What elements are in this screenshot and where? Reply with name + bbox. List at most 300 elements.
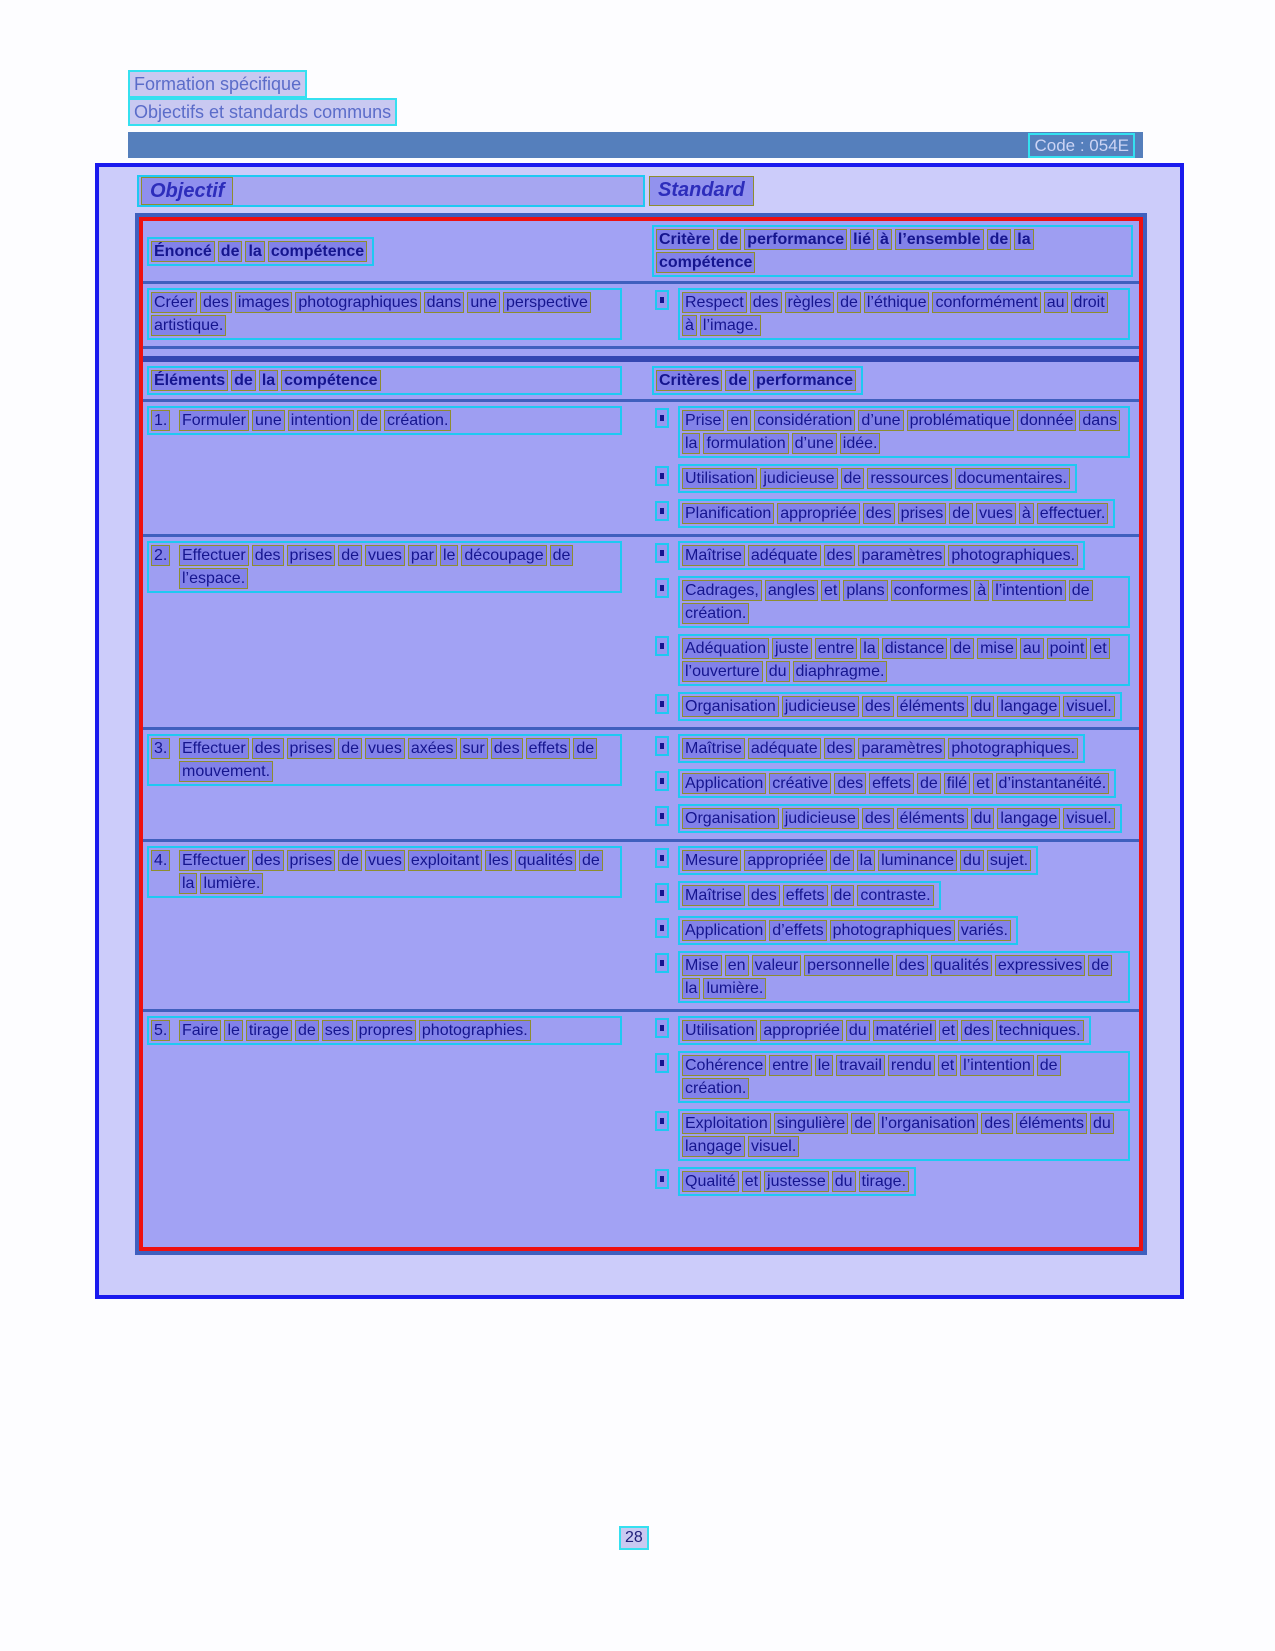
- ocr-word-box: juste: [772, 638, 812, 659]
- right-cell: [650, 733, 1137, 836]
- ocr-word-box: langage: [997, 808, 1060, 829]
- ocr-word-box: création.: [682, 1078, 749, 1099]
- ocr-word-box: des: [834, 773, 866, 794]
- criterion-text: [678, 576, 1130, 628]
- left-cell: [145, 845, 650, 1006]
- ocr-word-box: l’espace.: [179, 568, 248, 589]
- right-cell: [650, 540, 1137, 724]
- ocr-word-box: formulation: [703, 433, 788, 454]
- left-cell: [145, 1015, 650, 1199]
- criterion-text: [678, 951, 1130, 1003]
- criterion-text: [678, 846, 1038, 875]
- bullet-icon: [655, 1111, 669, 1131]
- column-header-standard: Standard: [649, 176, 754, 206]
- ocr-word-box: performance: [744, 229, 847, 250]
- criterion-item: [652, 576, 1133, 628]
- ocr-word-box: distance: [882, 638, 948, 659]
- ocr-word-box: Critère: [656, 229, 714, 250]
- ocr-word-box: de: [725, 370, 750, 391]
- element-number: [151, 409, 179, 432]
- criterion-item: [652, 1016, 1133, 1045]
- ocr-word-box: Cohérence: [682, 1055, 766, 1076]
- ocr-word-box: lumière.: [200, 873, 263, 894]
- ocr-word-box: d’une: [858, 410, 903, 431]
- ocr-word-box: du: [766, 661, 790, 682]
- ocr-word-box: Exploitation: [682, 1113, 771, 1134]
- ocr-word-box: de: [917, 773, 941, 794]
- ocr-word-box: paramètres: [858, 738, 945, 759]
- ocr-word-box: des: [252, 738, 284, 759]
- ocr-word-box: qualités: [931, 955, 992, 976]
- left-cell: [145, 540, 650, 724]
- ocr-word-box: donnée: [1017, 410, 1076, 431]
- criterion-item: [652, 881, 1133, 910]
- criterion-text: [678, 406, 1130, 458]
- criterion-item: [652, 1051, 1133, 1103]
- ocr-word-box: du: [971, 696, 995, 717]
- ocr-word-box: du: [846, 1020, 870, 1041]
- ocr-word-box: des: [862, 808, 894, 829]
- criterion-item: [652, 951, 1133, 1003]
- ocr-word-box: Mesure: [682, 850, 741, 871]
- enonce-right-header: [652, 225, 1133, 277]
- ocr-word-box: judicieuse: [782, 696, 859, 717]
- ocr-word-box: de: [338, 545, 362, 566]
- ocr-word-box: l’ensemble: [895, 229, 984, 250]
- ocr-word-box: prises: [287, 738, 336, 759]
- ocr-word-box: angles: [765, 580, 818, 601]
- ocr-word-box: Adéquation: [682, 638, 769, 659]
- ocr-word-box: vues: [976, 503, 1016, 524]
- bullet-icon: [655, 883, 669, 903]
- ocr-word-box: des: [252, 850, 284, 871]
- table-row-element-5: [143, 1012, 1139, 1247]
- ocr-word-box: création.: [384, 410, 451, 431]
- ocr-word-box: créative: [769, 773, 831, 794]
- ocr-word-box: vues: [365, 850, 405, 871]
- ocr-word-box: de: [218, 241, 243, 262]
- ocr-word-box: techniques.: [996, 1020, 1084, 1041]
- ocr-word-box: du: [832, 1171, 856, 1192]
- bullet-icon: [655, 466, 669, 486]
- ocr-word-box: du: [1090, 1113, 1114, 1134]
- element-heading: [147, 1016, 622, 1045]
- ocr-word-box: de: [338, 738, 362, 759]
- element-number: [151, 544, 179, 590]
- ocr-word-box: des: [824, 738, 856, 759]
- right-cell: [650, 1015, 1137, 1199]
- ocr-word-box: de: [579, 850, 603, 871]
- ocr-word-box: justesse: [764, 1171, 829, 1192]
- ocr-word-box: paramètres: [858, 545, 945, 566]
- ocr-word-box: expressives: [995, 955, 1085, 976]
- criterion-item: [652, 1109, 1133, 1161]
- ocr-word-box: Éléments: [151, 370, 228, 391]
- ocr-word-box: à: [1019, 503, 1034, 524]
- enonce-left-header: [147, 237, 374, 266]
- ocr-word-box: Créer: [151, 292, 197, 313]
- ocr-word-box: la: [259, 370, 278, 391]
- ocr-word-box: de: [830, 850, 854, 871]
- bullet-icon: [655, 501, 669, 521]
- ocr-word-box: adéquate: [748, 545, 821, 566]
- ocr-word-box: et: [821, 580, 840, 601]
- ocr-word-box: du: [960, 850, 984, 871]
- ocr-word-box: images: [235, 292, 293, 313]
- ocr-word-box: d’une: [792, 433, 837, 454]
- ocr-word-box: prises: [287, 545, 336, 566]
- criterion-text: [678, 1051, 1130, 1103]
- ocr-word-box: découpage: [461, 545, 546, 566]
- right-cell: [650, 224, 1137, 278]
- ocr-word-box: mise: [977, 638, 1017, 659]
- ocr-word-box: Application: [682, 920, 766, 941]
- ocr-word-box: prises: [287, 850, 336, 871]
- ocr-word-box: 1.: [151, 410, 170, 431]
- ocr-word-box: effets: [869, 773, 914, 794]
- ocr-word-box: la: [682, 433, 700, 454]
- ocr-word-box: à: [974, 580, 989, 601]
- ocr-word-box: des: [981, 1113, 1013, 1134]
- criterion-text: [678, 734, 1085, 763]
- ocr-word-box: l’éthique: [864, 292, 930, 313]
- ocr-word-box: éléments: [1016, 1113, 1087, 1134]
- bullet-icon: [655, 848, 669, 868]
- ocr-word-box: singulière: [774, 1113, 848, 1134]
- bullet-icon: [655, 918, 669, 938]
- element-number: [151, 849, 179, 895]
- section-separator: [143, 346, 1139, 362]
- ocr-word-box: et: [742, 1171, 761, 1192]
- ocr-word-box: compétence: [268, 241, 367, 262]
- page-number: 28: [619, 1526, 649, 1550]
- ocr-word-box: performance: [753, 370, 856, 391]
- bullet-icon: [655, 290, 669, 310]
- criterion-text: [678, 634, 1130, 686]
- bullet-icon: [655, 806, 669, 826]
- ocr-word-box: valeur: [752, 955, 802, 976]
- ocr-word-box: des: [748, 885, 780, 906]
- ocr-word-box: 3.: [151, 738, 170, 759]
- ocr-word-box: de: [295, 1020, 319, 1041]
- ocr-word-box: dans: [1079, 410, 1120, 431]
- ocr-word-box: sur: [460, 738, 488, 759]
- ocr-word-box: artistique.: [151, 315, 226, 336]
- element-number: [151, 737, 179, 783]
- criterion-item: [652, 804, 1133, 833]
- ocr-word-box: langage: [682, 1136, 745, 1157]
- ocr-word-box: de: [357, 410, 381, 431]
- ocr-word-box: création.: [682, 603, 749, 624]
- ocr-word-box: le: [815, 1055, 833, 1076]
- ocr-word-box: à: [682, 315, 697, 336]
- ocr-word-box: Respect: [682, 292, 747, 313]
- ocr-word-box: par: [408, 545, 437, 566]
- ocr-word-box: de: [338, 850, 362, 871]
- element-text: [179, 544, 618, 590]
- ocr-word-box: luminance: [878, 850, 957, 871]
- criterion-text: [678, 1109, 1130, 1161]
- competency-statement: [147, 288, 622, 340]
- ocr-word-box: Prise: [682, 410, 724, 431]
- ocr-word-box: documentaires.: [955, 468, 1070, 489]
- criterion-item: [652, 846, 1133, 875]
- criterion-text: [678, 692, 1122, 721]
- ocr-word-box: sujet.: [987, 850, 1031, 871]
- ocr-word-box: l’ouverture: [682, 661, 763, 682]
- document-header: [128, 70, 397, 126]
- bullet-icon: [655, 1169, 669, 1189]
- ocr-word-box: photographiques: [295, 292, 420, 313]
- ocr-word-box: une: [467, 292, 500, 313]
- ocr-word-box: contraste.: [857, 885, 933, 906]
- competency-table: [135, 213, 1147, 1255]
- column-header-objectif: Objectif: [141, 177, 233, 205]
- ocr-word-box: dans: [424, 292, 465, 313]
- element-heading: [147, 846, 622, 898]
- ocr-word-box: de: [1069, 580, 1093, 601]
- ocr-word-box: Maîtrise: [682, 738, 745, 759]
- bullet-icon: [655, 953, 669, 973]
- ocr-word-box: des: [252, 545, 284, 566]
- element-heading: [147, 541, 622, 593]
- ocr-word-box: compétence: [281, 370, 380, 391]
- ocr-word-box: appropriée: [744, 850, 827, 871]
- criterion-item: [652, 499, 1133, 528]
- bullet-icon: [655, 1053, 669, 1073]
- ocr-word-box: travail: [836, 1055, 885, 1076]
- left-cell: [145, 405, 650, 531]
- ocr-word-box: tirage: [246, 1020, 292, 1041]
- table-row-element-1: [143, 402, 1139, 534]
- ocr-word-box: au: [1044, 292, 1068, 313]
- ocr-word-box: de: [950, 638, 974, 659]
- ocr-word-box: des: [824, 545, 856, 566]
- content-panel: [95, 163, 1184, 1299]
- ocr-word-box: la: [1014, 229, 1033, 250]
- criterion-item: [652, 406, 1133, 458]
- ocr-word-box: des: [896, 955, 928, 976]
- ocr-word-box: Effectuer: [179, 850, 249, 871]
- criterion-item: [652, 692, 1133, 721]
- criterion-item: [652, 769, 1133, 798]
- ocr-word-box: l’organisation: [878, 1113, 978, 1134]
- table-row-element-4: [143, 842, 1139, 1009]
- table-row-elements-header: [143, 362, 1139, 399]
- ocr-word-box: photographiques.: [948, 545, 1078, 566]
- right-cell: [650, 845, 1137, 1006]
- ocr-word-box: en: [727, 410, 751, 431]
- ocr-word-box: considération: [754, 410, 855, 431]
- elements-left-header: [147, 366, 622, 395]
- criterion-text: [678, 464, 1077, 493]
- ocr-word-box: effets: [526, 738, 571, 759]
- ocr-word-box: photographiques: [830, 920, 955, 941]
- ocr-word-box: du: [971, 808, 995, 829]
- ocr-word-box: personnelle: [804, 955, 893, 976]
- ocr-word-box: qualités: [515, 850, 576, 871]
- bullet-icon: [655, 1018, 669, 1038]
- ocr-word-box: des: [200, 292, 232, 313]
- ocr-word-box: photographiques.: [948, 738, 1078, 759]
- ocr-word-box: intention: [288, 410, 355, 431]
- right-cell: [650, 405, 1137, 531]
- ocr-word-box: Effectuer: [179, 738, 249, 759]
- ocr-word-box: 2.: [151, 545, 170, 566]
- bullet-icon: [655, 578, 669, 598]
- bullet-icon: [655, 543, 669, 563]
- ocr-word-box: entre: [815, 638, 857, 659]
- ocr-word-box: variés.: [958, 920, 1011, 941]
- ocr-word-box: d’effets: [769, 920, 826, 941]
- column-header-band: [137, 175, 1157, 207]
- ocr-word-box: Maîtrise: [682, 885, 745, 906]
- left-cell: [145, 287, 650, 343]
- ocr-word-box: Critères: [656, 370, 722, 391]
- bullet-icon: [655, 636, 669, 656]
- ocr-word-box: de: [851, 1113, 875, 1134]
- ocr-word-box: filé: [944, 773, 970, 794]
- right-cell: [650, 365, 1137, 396]
- header-line-formation: Formation spécifique: [128, 70, 307, 98]
- ocr-word-box: Énoncé: [151, 241, 215, 262]
- ocr-word-box: axées: [408, 738, 457, 759]
- ocr-word-box: à: [877, 229, 892, 250]
- objectif-line-box: [137, 175, 645, 207]
- ocr-word-box: des: [750, 292, 782, 313]
- element-text: [179, 1019, 618, 1042]
- ocr-word-box: et: [938, 1055, 957, 1076]
- ocr-word-box: le: [224, 1020, 242, 1041]
- ocr-word-box: ses: [322, 1020, 353, 1041]
- ocr-word-box: des: [862, 696, 894, 717]
- ocr-word-box: de: [573, 738, 597, 759]
- ocr-word-box: de: [987, 229, 1012, 250]
- ocr-word-box: de: [550, 545, 574, 566]
- criterion-text: [678, 916, 1018, 945]
- ocr-word-box: entre: [769, 1055, 811, 1076]
- ocr-word-box: effets: [783, 885, 828, 906]
- ocr-word-box: compétence: [656, 252, 755, 273]
- ocr-word-box: de: [1037, 1055, 1061, 1076]
- element-text: [179, 409, 618, 432]
- ocr-word-box: lumière.: [703, 978, 766, 999]
- left-cell: [145, 224, 650, 278]
- ocr-word-box: de: [1088, 955, 1112, 976]
- ocr-word-box: et: [939, 1020, 958, 1041]
- ocr-word-box: visuel.: [1063, 808, 1114, 829]
- ocr-word-box: visuel.: [748, 1136, 799, 1157]
- ocr-word-box: la: [860, 638, 878, 659]
- criterion-text: [678, 804, 1122, 833]
- ocr-word-box: Cadrages,: [682, 580, 762, 601]
- ocr-word-box: tirage.: [859, 1171, 909, 1192]
- ocr-word-box: photographies.: [419, 1020, 531, 1041]
- ocr-word-box: idée.: [840, 433, 881, 454]
- criterion-text: [678, 1167, 916, 1196]
- ocr-word-box: le: [440, 545, 458, 566]
- ocr-word-box: Utilisation: [682, 1020, 757, 1041]
- ocr-word-box: Maîtrise: [682, 545, 745, 566]
- ocr-word-box: Qualité: [682, 1171, 739, 1192]
- criterion-item: [652, 464, 1133, 493]
- ocr-word-box: adéquate: [748, 738, 821, 759]
- ocr-word-box: perspective: [503, 292, 591, 313]
- ocr-word-box: exploitant: [408, 850, 483, 871]
- bullet-icon: [655, 736, 669, 756]
- ocr-word-box: prises: [898, 503, 947, 524]
- ocr-word-box: conformes: [891, 580, 972, 601]
- ocr-word-box: de: [949, 503, 973, 524]
- left-cell: [145, 733, 650, 836]
- ocr-word-box: de: [831, 885, 855, 906]
- ocr-word-box: les: [485, 850, 511, 871]
- ocr-word-box: Organisation: [682, 808, 779, 829]
- ocr-word-box: point: [1047, 638, 1088, 659]
- element-number: [151, 1019, 179, 1042]
- criterion-item: [652, 541, 1133, 570]
- ocr-word-box: Faire: [179, 1020, 221, 1041]
- criterion-item: [652, 916, 1133, 945]
- ocr-word-box: d’instantanéité.: [996, 773, 1110, 794]
- table-row-element-2: [143, 537, 1139, 727]
- ocr-word-box: et: [973, 773, 992, 794]
- ocr-word-box: Application: [682, 773, 766, 794]
- criterion-item: [652, 1167, 1133, 1196]
- criterion-text: [678, 499, 1115, 528]
- ocr-word-box: de: [841, 468, 865, 489]
- bullet-icon: [655, 694, 669, 714]
- element-heading: [147, 406, 622, 435]
- header-line-objectifs: Objectifs et standards communs: [128, 98, 397, 126]
- criterion-text: [678, 1016, 1091, 1045]
- criterion-text: [678, 881, 941, 910]
- code-bar: [128, 132, 1143, 158]
- ocr-word-box: la: [245, 241, 264, 262]
- ocr-word-box: vues: [365, 738, 405, 759]
- ocr-word-box: Planification: [682, 503, 774, 524]
- code-label: Code : 054E: [1028, 133, 1135, 158]
- criterion-item: [652, 634, 1133, 686]
- criterion-text: [678, 769, 1116, 798]
- ocr-word-box: règles: [785, 292, 835, 313]
- ocr-word-box: appropriée: [777, 503, 860, 524]
- ocr-word-box: propres: [356, 1020, 416, 1041]
- ocr-word-box: des: [961, 1020, 993, 1041]
- ocr-word-box: la: [179, 873, 197, 894]
- ocr-word-box: ressources: [867, 468, 951, 489]
- ocr-word-box: langage: [997, 696, 1060, 717]
- ocr-word-box: rendu: [888, 1055, 935, 1076]
- table-row-element-3: [143, 730, 1139, 839]
- ocr-word-box: appropriée: [760, 1020, 843, 1041]
- ocr-word-box: plans: [843, 580, 887, 601]
- ocr-word-box: problématique: [907, 410, 1014, 431]
- ocr-word-box: des: [491, 738, 523, 759]
- ocr-word-box: matériel: [873, 1020, 936, 1041]
- ocr-word-box: mouvement.: [179, 761, 273, 782]
- ocr-word-box: Formuler: [179, 410, 249, 431]
- element-text: [179, 737, 618, 783]
- criterion-item: [652, 734, 1133, 763]
- ocr-word-box: au: [1020, 638, 1044, 659]
- ocr-word-box: judicieuse: [760, 468, 837, 489]
- ocr-word-box: lié: [850, 229, 874, 250]
- ocr-word-box: de: [837, 292, 861, 313]
- ocr-word-box: la: [682, 978, 700, 999]
- ocr-word-box: la: [857, 850, 875, 871]
- ocr-word-box: Utilisation: [682, 468, 757, 489]
